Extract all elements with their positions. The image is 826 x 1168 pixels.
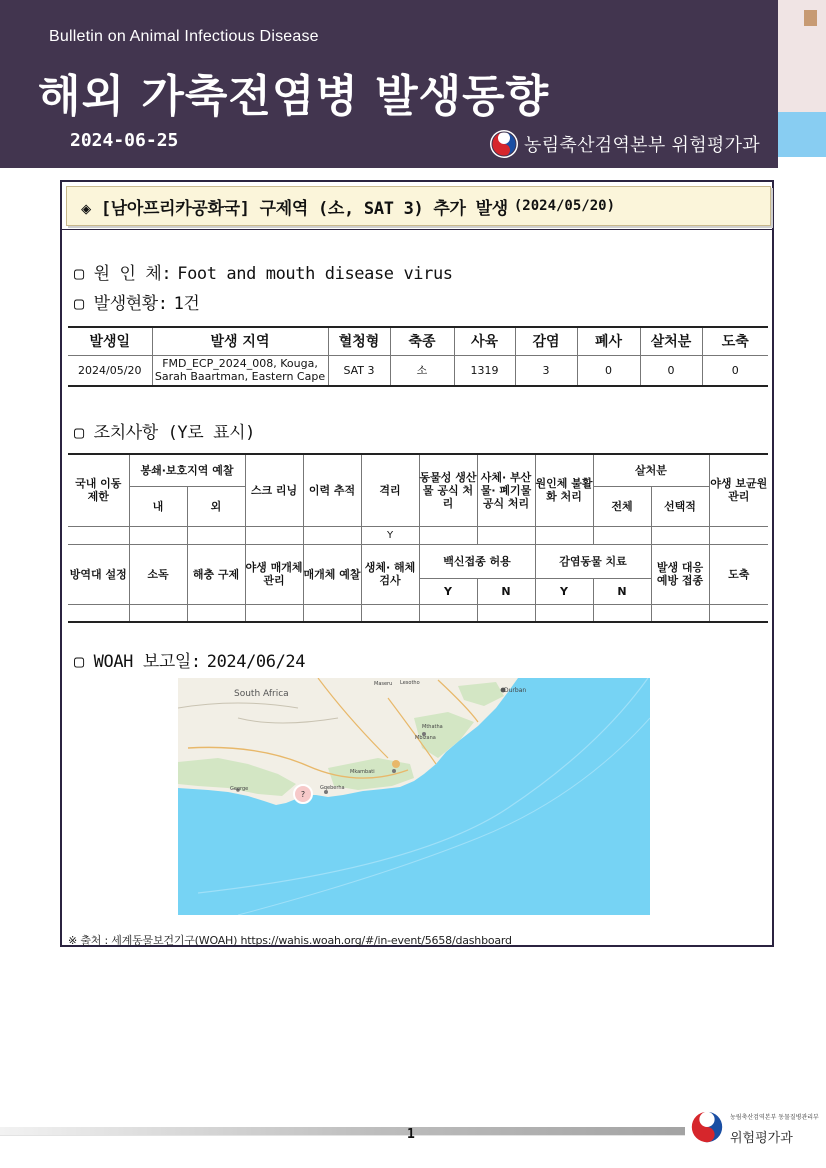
col-header: 살처분 — [640, 327, 702, 355]
status-label: ▢ 발생현황: — [74, 294, 168, 314]
measures-heading: ▢ 조치사항 (Y로 표시) — [74, 423, 255, 443]
publish-date: 2024-06-25 — [70, 130, 179, 151]
table-row — [68, 604, 768, 622]
hdr-zone-setup: 방역대 설정 — [68, 544, 129, 604]
map-label-gqeberha: Gqeberha — [320, 785, 345, 791]
section-title: ◈ [남아프리카공화국] 구제역 (소, SAT 3) 추가 발생 — [81, 198, 508, 219]
footer-taegeuk-logo-icon — [688, 1108, 726, 1146]
table-header-row — [68, 327, 768, 355]
hdr-movement-restriction: 국내 이동 제한 — [68, 454, 129, 526]
cell-quarantine-value: Y — [361, 526, 419, 544]
col-header: 축종 — [390, 327, 454, 355]
hdr-vaccination: 백신접종 허용 — [419, 544, 535, 578]
footer-bar — [0, 1127, 685, 1135]
page-number: 1 — [407, 1127, 415, 1142]
pathogen-line — [74, 259, 453, 284]
footer-org-small: 농림축산검역본부 동물질병관리부 — [730, 1114, 819, 1121]
col-header: 발생일 — [68, 327, 152, 355]
section-divider — [62, 229, 772, 230]
hdr-zone-outside: 외 — [187, 486, 245, 526]
page-title: 해외 가축전염병 발생동향 — [38, 71, 550, 122]
map-label-lesotho: Lesotho — [400, 680, 420, 686]
hdr-stamping-all: 전체 — [593, 486, 651, 526]
hdr-traceback: 이력 추적 — [303, 454, 361, 526]
outbreak-location-map — [178, 678, 650, 915]
col-header: 사육 — [454, 327, 515, 355]
hdr-stamping-out: 살처분 — [593, 454, 709, 486]
hdr-zone-inside: 내 — [129, 486, 187, 526]
map-svg — [178, 678, 650, 915]
col-header: 감염 — [515, 327, 577, 355]
hdr-vaccination-no: N — [477, 578, 535, 604]
cell-kept: 1319 — [454, 355, 515, 386]
hdr-screening: 스크 리닝 — [245, 454, 303, 526]
cell-date: 2024/05/20 — [68, 355, 152, 386]
hdr-inactivation: 원인체 불활화 처리 — [535, 454, 593, 526]
section-heading — [66, 186, 771, 226]
cell-dead: 0 — [577, 355, 640, 386]
table-row — [68, 355, 768, 386]
table-row — [68, 526, 768, 544]
cell-slaughtered: 0 — [702, 355, 768, 386]
measures-table — [68, 453, 768, 623]
footer-org: 위험평가과 — [730, 1131, 793, 1146]
cell-region — [152, 355, 328, 386]
cell-species: 소 — [390, 355, 454, 386]
map-label-george: George — [230, 786, 249, 792]
status-line — [74, 289, 199, 314]
map-label-mkambati: Mkambati — [350, 769, 375, 775]
hdr-zone-surveillance: 봉쇄·보호지역 예찰 — [129, 454, 245, 486]
col-header: 발생 지역 — [152, 327, 328, 355]
hdr-response-vaccination: 발생 대응 예방 접종 — [651, 544, 709, 604]
hdr-treatment-no: N — [593, 578, 651, 604]
bulletin-subtitle: Bulletin on Animal Infectious Disease — [49, 28, 319, 45]
hdr-vector-surveillance: 매개체 예찰 — [303, 544, 361, 604]
corner-tab-marker — [804, 10, 817, 26]
hdr-stamping-selective: 선택적 — [651, 486, 709, 526]
section-date: (2024/05/20) — [513, 198, 616, 214]
hdr-carcass-disposal: 사체· 부산물· 폐기물 공식 처리 — [477, 454, 535, 526]
cell-serotype: SAT 3 — [328, 355, 390, 386]
page-header — [0, 0, 778, 168]
map-label-durban: Durban — [504, 687, 527, 694]
hdr-treatment-yes: Y — [535, 578, 593, 604]
cell-infected: 3 — [515, 355, 577, 386]
map-label-country: South Africa — [234, 689, 289, 699]
outbreak-marker: ? — [300, 790, 306, 799]
col-header: 혈청형 — [328, 327, 390, 355]
pathogen-value: Foot and mouth disease virus — [177, 264, 453, 284]
col-header: 도축 — [702, 327, 768, 355]
footer-bar-shadow — [0, 1135, 685, 1136]
hdr-treatment: 감염동물 치료 — [535, 544, 651, 578]
hdr-ante-post-mortem: 생체· 해체 검사 — [361, 544, 419, 604]
taegeuk-logo-icon — [489, 129, 519, 159]
map-label-mbizana: Mbizana — [415, 735, 436, 741]
hdr-slaughter: 도축 — [709, 544, 768, 604]
hdr-wildlife-reservoir: 야생 보균원 관리 — [709, 454, 768, 526]
hdr-pest-control: 해충 구제 — [187, 544, 245, 604]
header-org — [489, 129, 760, 159]
woah-date: 2024/06/24 — [206, 652, 306, 672]
corner-tab-pink — [778, 0, 826, 112]
map-label-mthatha: Mthatha — [422, 724, 443, 730]
cell-culled: 0 — [640, 355, 702, 386]
hdr-animal-products: 동물성 생산물 공식 처리 — [419, 454, 477, 526]
outbreak-table — [68, 326, 768, 387]
hdr-vaccination-yes: Y — [419, 578, 477, 604]
woah-line — [74, 647, 305, 672]
col-header: 폐사 — [577, 327, 640, 355]
region-line-2: Sarah Baartman, Eastern Cape — [154, 370, 326, 384]
outbreak-report-box — [60, 180, 774, 947]
map-label-maseru: Maseru — [374, 681, 393, 687]
hdr-wild-vector: 야생 매개체 관리 — [245, 544, 303, 604]
header-org-label: 농림축산검역본부 위험평가과 — [524, 135, 760, 156]
hdr-quarantine: 격리 — [361, 454, 419, 526]
hdr-disinfection: 소독 — [129, 544, 187, 604]
source-note: ※ 출처 : 세계동물보건기구(WOAH) https://wahis.woah.org/#/in-event/5658/dashboard — [68, 934, 512, 947]
region-line-1: FMD_ECP_2024_008, Kouga, — [162, 357, 318, 371]
pathogen-label: ▢ 원 인 체: — [74, 264, 172, 284]
woah-label: ▢ WOAH 보고일: — [74, 652, 201, 672]
status-value: 1건 — [173, 294, 200, 314]
